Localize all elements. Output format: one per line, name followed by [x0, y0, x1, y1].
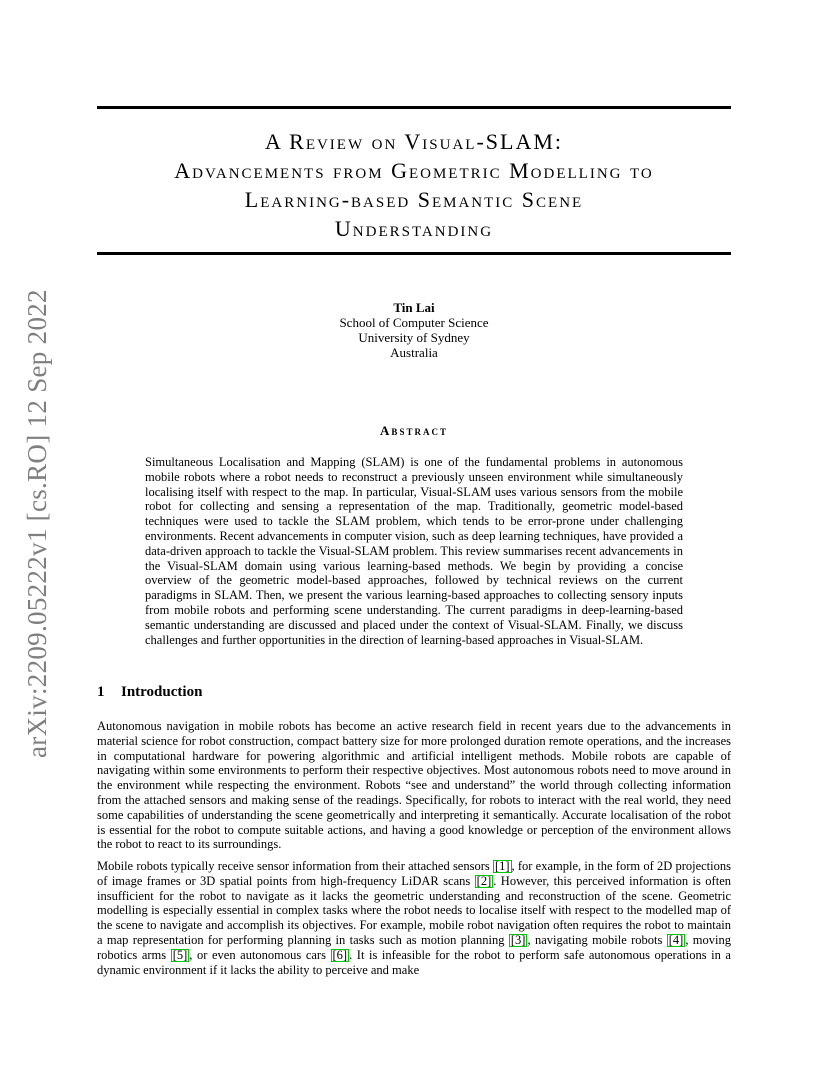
author-block	[97, 300, 731, 360]
paragraph-text: . However, this perceived information is often insufficient for the robot to navigate as it lacks the geometric understanding and reconstruction of the scene. Geometric modelling is especially essential in complex tasks where the robot needs to localise itself with respect to the modelled map of the scene to navigate and accomplish its objectives. For example, mobile robot navigation often requires the robot to maintain a map representation for performing planning in tasks such as motion planning	[97, 873, 731, 947]
citation-link[interactable]: [2]	[476, 873, 492, 888]
paragraph-text: . It is infeasible for the robot to perform safe autonomous operations in a dynamic environment if it lacks the ability to perceive and make	[97, 947, 731, 977]
title-line: Learning-based Semantic Scene	[244, 187, 584, 212]
title-line: A Review on Visual-SLAM:	[264, 129, 564, 154]
citation-link[interactable]: [3]	[510, 932, 526, 947]
section-number: 1	[97, 684, 105, 700]
citation-link[interactable]: [1]	[494, 859, 510, 873]
author-affiliation-line: School of Computer Science	[339, 315, 489, 330]
paragraph-text: Mobile robots typically receive sensor information from their attached sensors	[97, 859, 493, 873]
author-name: Tin Lai	[393, 300, 435, 315]
citation-link[interactable]: [5]	[172, 947, 188, 962]
paragraph-text: , navigating mobile robots	[527, 932, 667, 947]
arxiv-identifier-stamp: arXiv:2209.05222v1 [cs.RO] 12 Sep 2022	[22, 289, 52, 758]
body-paragraph	[97, 859, 731, 977]
body-paragraph: Autonomous navigation in mobile robots has become an active research field in recent years due to the advancements in material science for robot construction, compact battery size for more prolonged duration remote operations, and the increases in computational hardware for powering algorithmic and artificial intelligent methods. Mobile robots are capable of navigating within some environments to perform their respective objectives. Most autonomous robots need to move around in the environment while respecting the environment. Robots “see and understand” the world through collecting information from the attached sensors and making sense of the readings. Specifically, for robots to interact with the real world, they need some capabilities of understanding the scene geometrically and interpreting it semantically. Accurate localisation of the robot is essential for the robot to compute suitable actions, and having a good knowledge or perception of the environment allows the robot to react to its surroundings.	[97, 719, 731, 852]
paragraph-text: , for example, in the form of 2D projections of image frames or 3D spatial points from high-frequency LiDAR scans	[97, 859, 731, 888]
author-affiliation-line: Australia	[390, 345, 438, 360]
title-line: Advancements from Geometric Modelling to	[174, 158, 654, 183]
title-rule-top	[97, 106, 731, 109]
citation-link[interactable]: [4]	[668, 932, 684, 947]
paragraph-text: , moving robotics arms	[97, 932, 732, 962]
abstract-text: Simultaneous Localisation and Mapping (SLAM) is one of the fundamental problems in autonomous mobile robots where a robot needs to reconstruct a previously unseen environment while simultaneously localising itself with respect to the map. In particular, Visual-SLAM uses various sensors from the mobile robot for collecting and sensing a representation of the map. Traditionally, geometric model-based techniques were used to tackle the SLAM problem, which tends to be error-prone under challenging environments. Recent advancements in computer vision, such as deep learning techniques, have provided a data-driven approach to tackle the Visual-SLAM problem. This review summarises recent advancements in the Visual-SLAM domain using various learning-based methods. We begin by providing a concise overview of the geometric model-based approaches, followed by technical reviews on the current paradigms in SLAM. Then, we present the various learning-based approaches to collecting sensory inputs from mobile robots and performing scene understanding. The current paradigms in deep-learning-based semantic understanding are discussed and placed under the context of Visual-SLAM. Finally, we discuss challenges and further opportunities in the direction of learning-based approaches in Visual-SLAM.	[145, 455, 683, 647]
citation-link[interactable]: [6]	[332, 947, 348, 962]
abstract-heading: Abstract	[380, 423, 448, 438]
title-rule-bottom	[97, 252, 731, 255]
section-title: Introduction	[121, 684, 203, 700]
paragraph-text: , or even autonomous cars	[189, 947, 331, 962]
author-affiliation-line: University of Sydney	[358, 330, 470, 345]
title-line: Understanding	[334, 216, 494, 241]
section-heading	[97, 684, 202, 701]
paper-title	[97, 127, 731, 243]
